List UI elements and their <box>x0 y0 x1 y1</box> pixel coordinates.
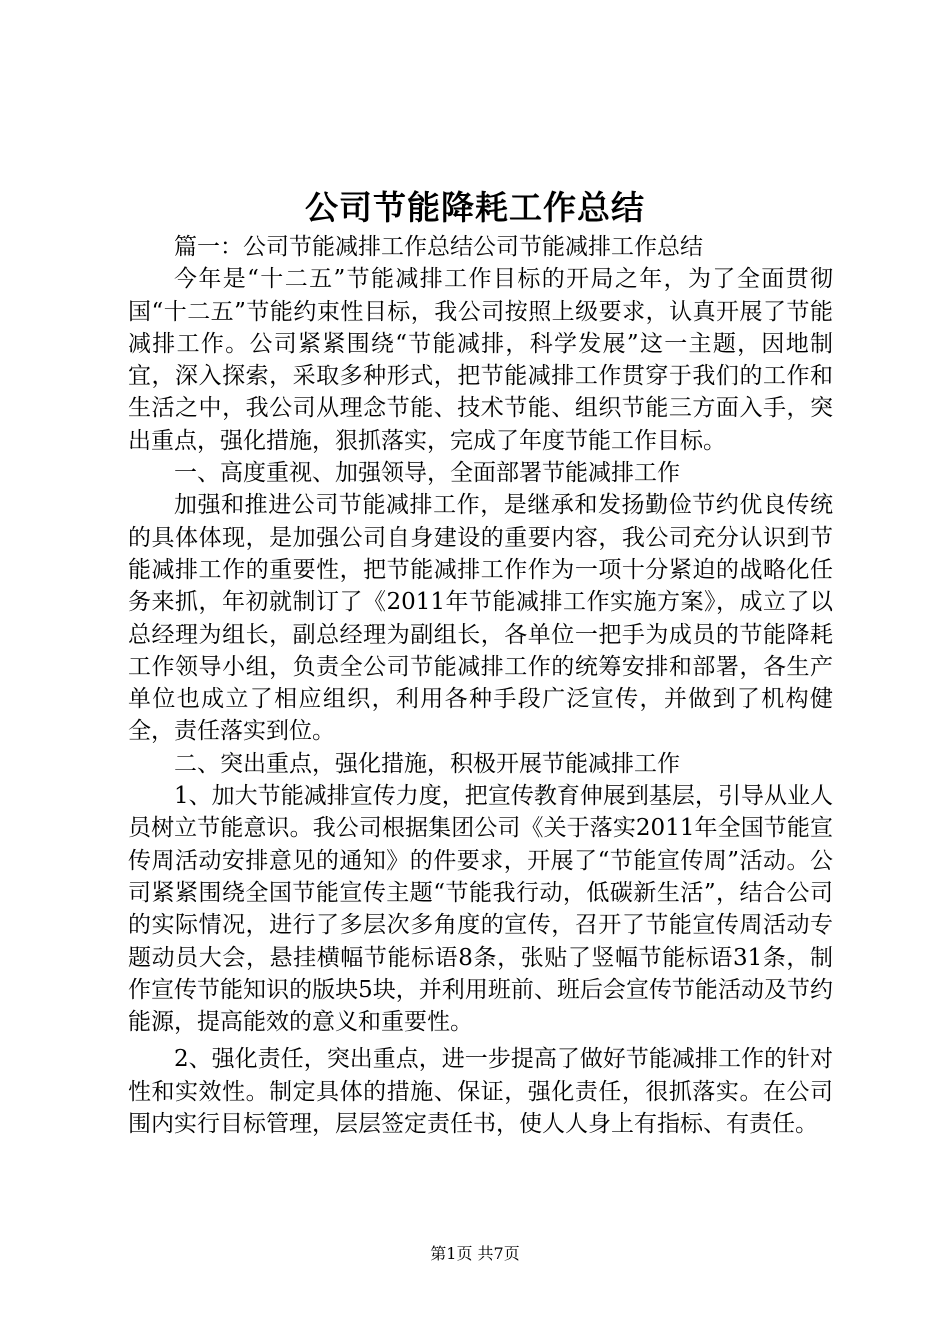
document-body <box>128 231 833 1140</box>
section-heading-article-1: 篇一：公司节能减排工作总结公司节能减排工作总结 <box>174 234 703 260</box>
document-title: 公司节能降耗工作总结 <box>305 188 645 227</box>
item-1-paragraph: 1、加大节能减排宣传力度，把宣传教育伸展到基层，引导从业人员树立节能意识。我公司根据集团公司《关于落实2011年全国节能宣传周活动安排意见的通知》的件要求，开展了“节能宣传周”活动。公司紧紧围绕全国节能宣传主题“节能我行动，低碳新生活”，结合公司的实际情况，进行了多层次多角度的宣传，召开了节能宣传周活动专题动员大会，悬挂横幅节能标语8条，张贴了竖幅节能标语31条，制作宣传节能知识的版块5块，并利用班前、班后会宣传节能活动及节约能源，提高能效的意义和重要性。 <box>128 783 833 1036</box>
intro-paragraph: 今年是“十二五”节能减排工作目标的开局之年，为了全面贯彻国“十二五”节能约束性目标，我公司按照上级要求，认真开展了节能减排工作。公司紧紧围绕“节能减排，科学发展”这一主题，因地制宜，深入探索，采取多种形式，把节能减排工作贯穿于我们的工作和生活之中，我公司从理念节能、技术节能、组织节能三方面入手，突出重点，强化措施，狠抓落实，完成了年度节能工作目标。 <box>128 266 833 454</box>
page-number-footer: 第1页 共7页 <box>430 1244 520 1263</box>
section-1-paragraph: 加强和推进公司节能减排工作，是继承和发扬勤俭节约优良传统的具体体现，是加强公司自身建设的重要内容，我公司充分认识到节能减排工作的重要性，把节能减排工作作为一项十分紧迫的战略化任务来抓，年初就制订了《2011年节能减排工作实施方案》，成立了以总经理为组长，副总经理为副组长，各单位一把手为成员的节能降耗工作领导小组，负责全公司节能减排工作的统筹安排和部署，各生产单位也成立了相应组织，利用各种手段广泛宣传，并做到了机构健全，责任落实到位。 <box>128 492 833 745</box>
section-heading-2: 二、突出重点，强化措施，积极开展节能减排工作 <box>174 750 680 777</box>
section-heading-1: 一、高度重视、加强领导，全面部署节能减排工作 <box>174 460 680 487</box>
item-2-paragraph: 2、强化责任，突出重点，进一步提高了做好节能减排工作的针对性和实效性。制定具体的措施、保证，强化责任，很抓落实。在公司围内实行目标管理，层层签定责任书，使人人身上有指标、有责任。 <box>128 1046 833 1138</box>
